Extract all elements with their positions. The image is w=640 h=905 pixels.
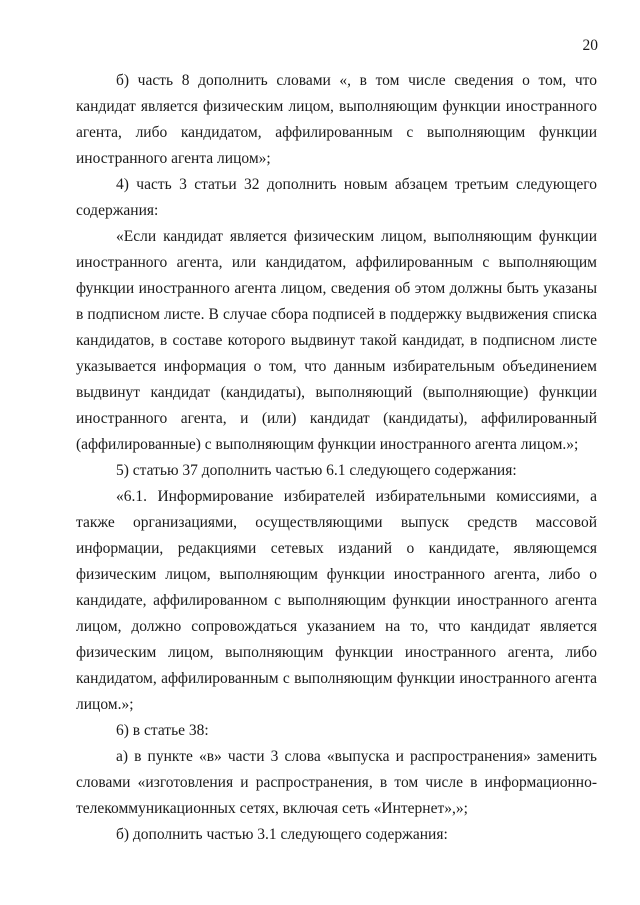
paragraph-article32-text: «Если кандидат является физическим лицом, выполняющим функции иностранного агента, или кандидатом, аффилированным с выполняющим функции иностранного агента лицом, сведения об этом должны быть указаны в подписном листе. В случае сбора подписей в поддержку выдвижения списка кандидатов, в составе которого выдвинут такой кандидат, в подписном листе указывается информация о том, что данным избирательным объединением выдвинут кандидат (кандидаты), выполняющий (выполняющие) функции иностранного агента, и (или) кандидат (кандидаты), аффилированный (аффилированные) с выполняющим функции иностранного агента лицом.»;	[76, 228, 597, 453]
paragraph-article37-heading: 5) статью 37 дополнить частью 6.1 следующего содержания:	[116, 462, 517, 479]
paragraph-article32-heading: 4) часть 3 статьи 32 дополнить новым абзацем третьим следующего содержания:	[76, 176, 597, 219]
paragraph-article37-text: «6.1. Информирование избирателей избирательными комиссиями, а также организациями, осуществляющими выпуск средств массовой информации, редакциями сетевых изданий о кандидате, являющемся физическим лицом, выполняющим функции иностранного агента, либо о кандидате, аффилированном с выполняющим функции иностранного агента лицом, должно сопровождаться указанием на то, что кандидат является физическим лицом, выполняющим функции иностранного агента, либо кандидатом, аффилированным с выполняющим функции иностранного агента лицом.»;	[76, 488, 597, 713]
page-number: 20	[582, 37, 598, 54]
paragraph-article38-heading: 6) в статье 38:	[116, 722, 209, 739]
paragraph-part8-amendment: б) часть 8 дополнить словами «, в том числе сведения о том, что кандидат является физическим лицом, выполняющим функции иностранного агента, либо кандидатом, аффилированным с выполняющим функции иностранного агента лицом»;	[76, 72, 597, 167]
paragraph-article38-item-b: б) дополнить частью 3.1 следующего содержания:	[116, 826, 448, 843]
paragraph-article38-item-a: а) в пункте «в» части 3 слова «выпуска и распространения» заменить словами «изготовления и распространения, в том числе в информационно-телекоммуникационных сетях, включая сеть «Интернет»,»;	[76, 748, 597, 817]
document-body	[76, 68, 597, 848]
